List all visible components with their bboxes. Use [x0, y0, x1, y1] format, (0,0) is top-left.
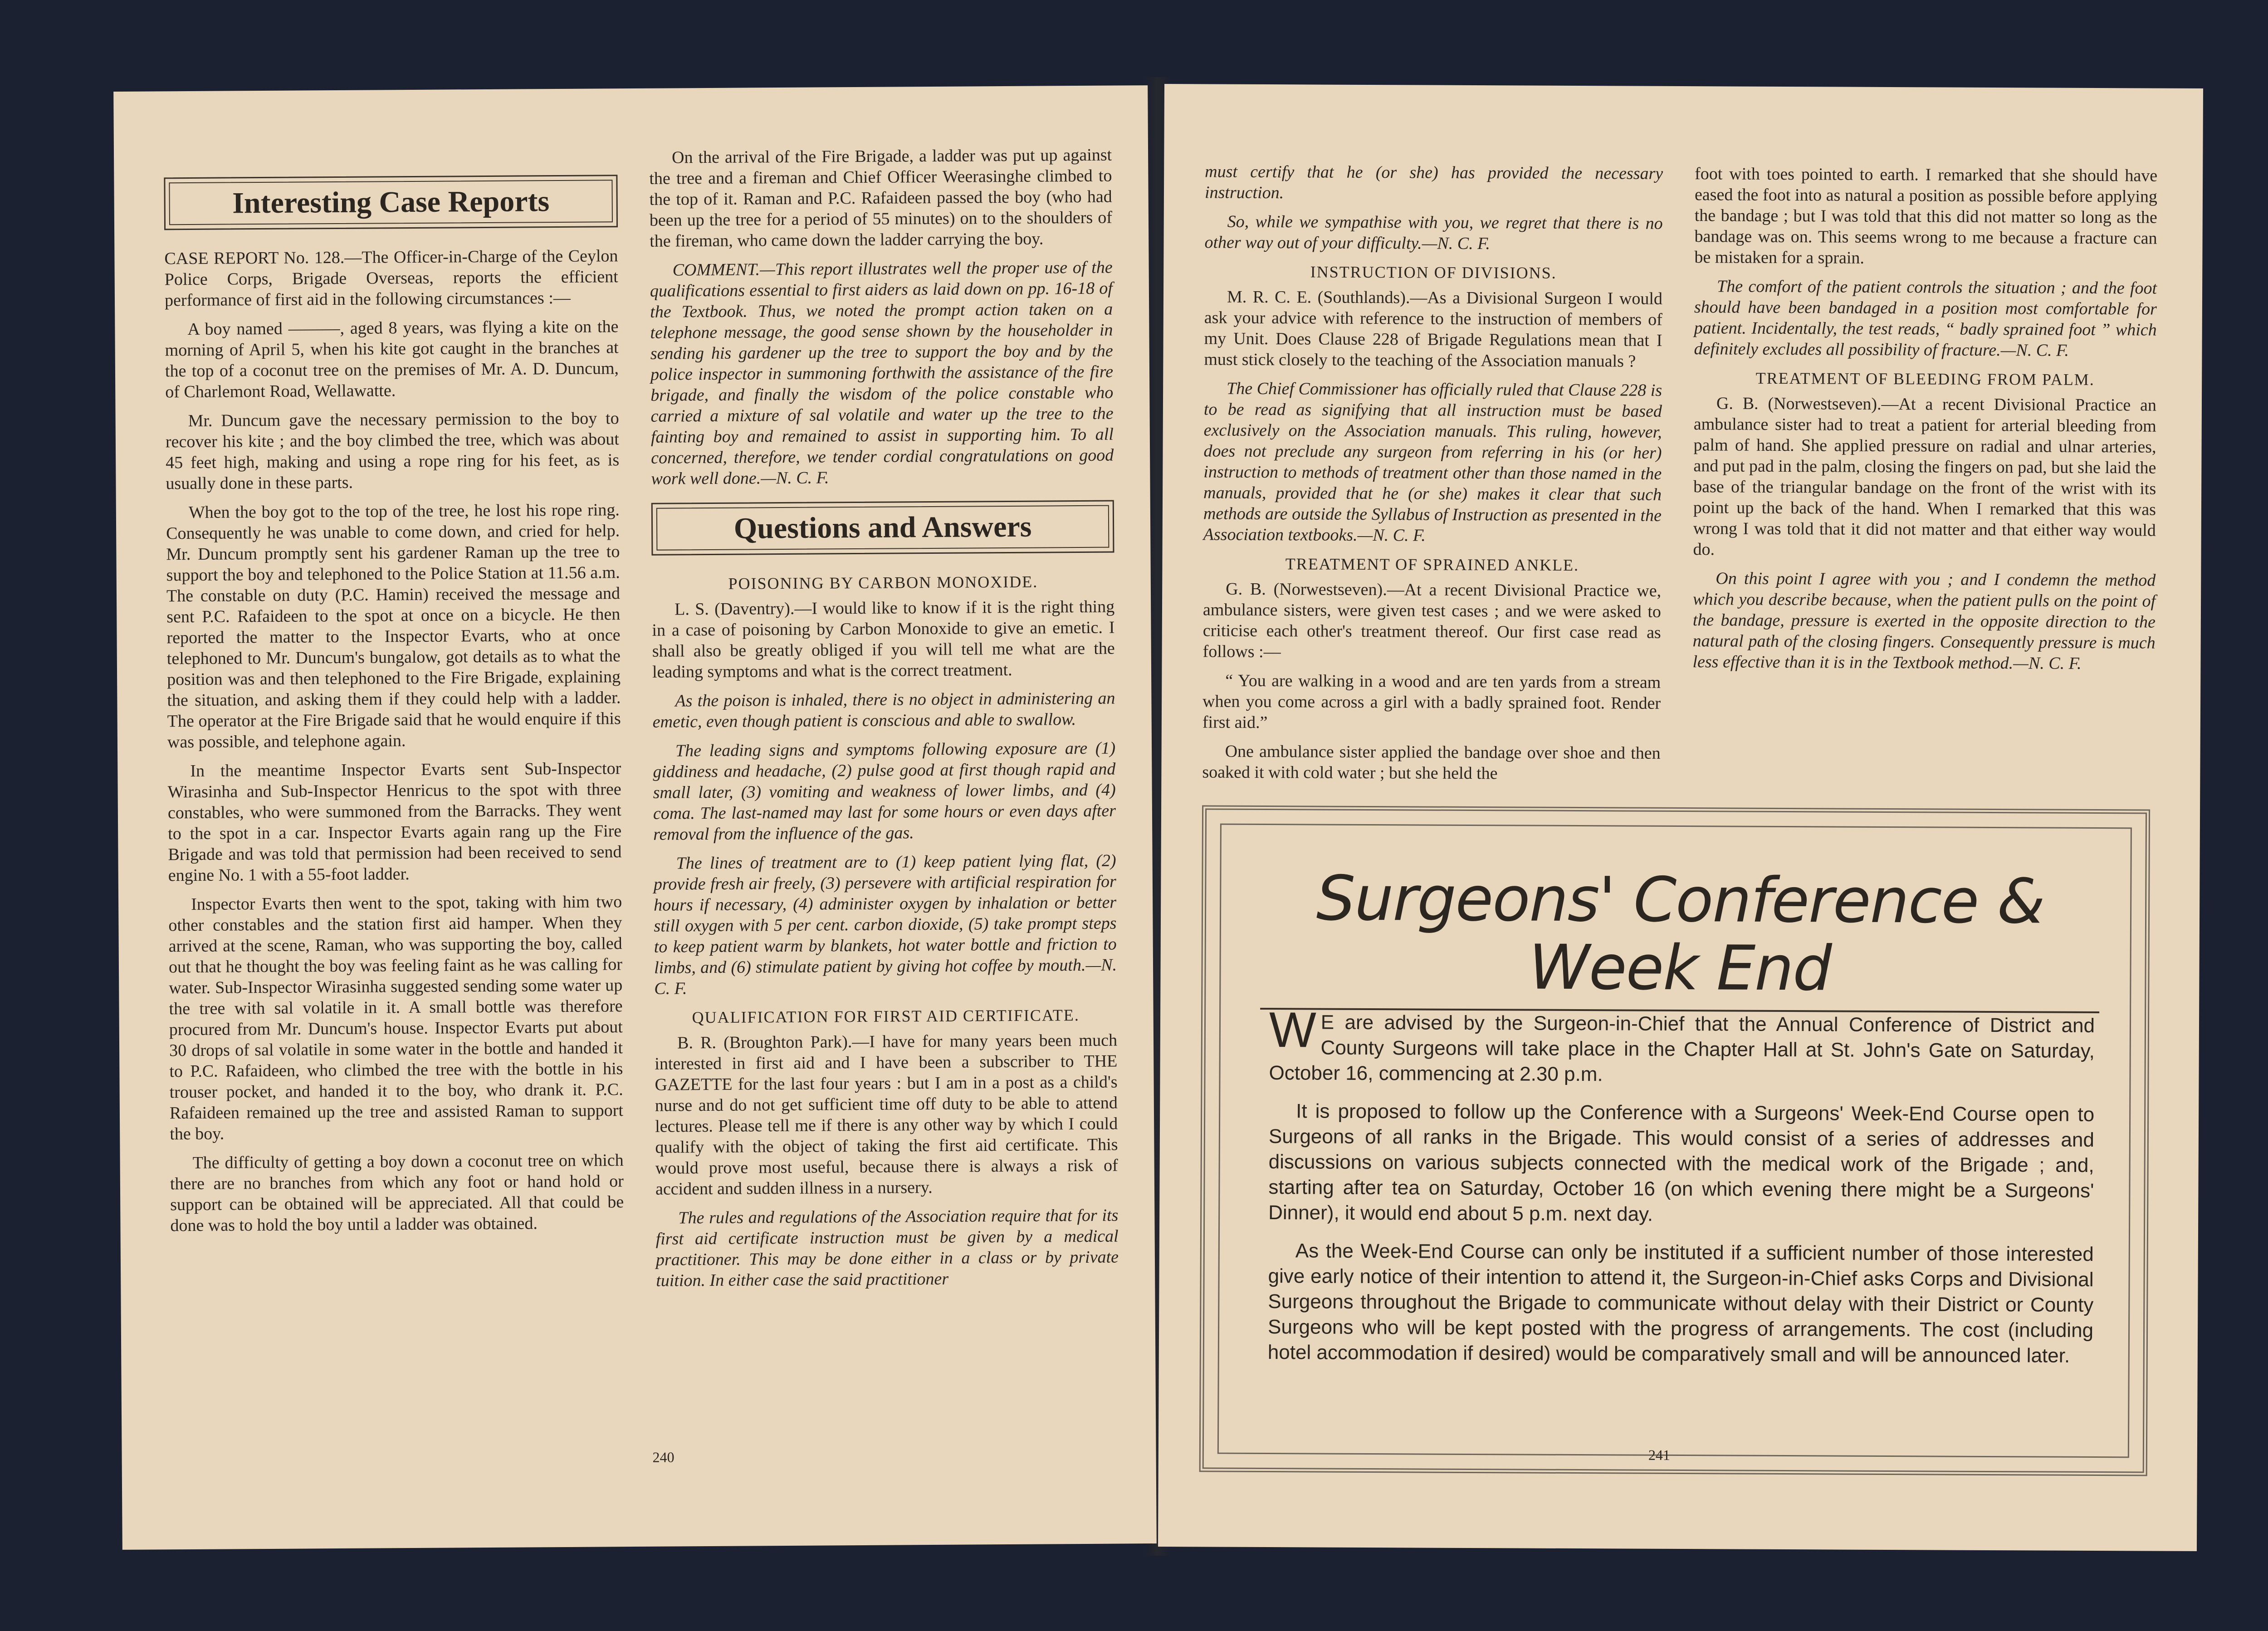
answer-paragraph: The lines of treatment are to (1) keep patient lying flat, (2) provide fresh air freely, (3) persevere with artificial respiration for hours if necessary, (4) administer oxygen by inhalation or better still oxygen with 5 per cent. carbon dioxide, (5) take prompt steps to keep patient warm by blankets, hot water bottle and friction to limbs, and (6) stimulate patient by giving hot coffee by mouth.—N. C. F. [653, 851, 1117, 998]
drop-cap: W [1269, 1002, 1317, 1058]
right-col-1 [1202, 161, 1663, 792]
subheading: TREATMENT OF BLEEDING FROM PALM. [1755, 369, 2095, 389]
question-paragraph: G. B. (Norwestseven).—At a recent Divisional Practice an ambulance sister had to treat a patient for arterial bleeding from palm of hand. She applied pressure on radial and ulnar arteries, and put pad in the palm, closing the fingers on pad, but she laid the base of the triangular bandage on the front of the wrist with its point up the back of the hand. When I remarked that this was wrong I was told that it did not matter and that either way would do. [1693, 394, 2157, 559]
answer-paragraph: The comfort of the patient controls the situation ; and the foot should have been bandaged in a position most comfortable for patient. Incidentally, the test reads, “ badly sprained foot ” which definitely excludes all possibility of fracture.—N. C. F. [1694, 277, 2157, 360]
left-col-2 [649, 145, 1119, 1299]
paragraph: Mr. Duncum gave the necessary permission to the boy to recover his kite ; and the boy climbed the tree, which was about 45 feet high, making and using a rope ring for his feet, as is usually done in these parts. [165, 409, 620, 493]
conference-title: Surgeons' Conference & Week End [1260, 864, 2100, 1013]
question-paragraph: L. S. (Daventry).—I would like to know if it is the right thing in a case of poisoning by Carbon Monoxide to give an emetic. I shall also be greatly obliged if you will tell me what are the leading symptoms and what is the correct treatment. [652, 597, 1115, 682]
question-paragraph: B. R. (Broughton Park).—I have for many years been much interested in first aid and I have been a subscriber to THE GAZETTE for the last four years : but I am in a post as a child's nurse and do not get sufficient time off duty to be able to attend lectures. Please tell me if there is any other way by which I could qualify with the object of taking the first aid certificate. This would prove most useful, because there is always a risk of accident and sudden illness in a nursery. [655, 1030, 1118, 1199]
answer-paragraph: As the poison is inhaled, there is no object in administering an emetic, even though patient is conscious and able to swallow. [652, 689, 1115, 732]
paragraph: Inspector Evarts then went to the spot, taking with him two other constables and the station first aid hamper. When they arrived at the scene, Raman, who was supporting the boy, called out that he thought the boy was feeling faint as he was calling for water. Sub-Inspector Wirasinha suggested sending some water up the tree with sal volatile in it. A small bottle was therefore procured from Mr. Duncum's house. Inspector Evarts put about 30 drops of sal volatile in some water in the bottle and handed it to P.C. Rafaideen, who climbed the tree with the bottle in his trouser pocket, and handed it to the boy, who drank it. P.C. Rafaideen remained up the tree and assisted Raman to support the boy. [168, 892, 624, 1144]
subheading: QUALIFICATION FOR FIRST AID CERTIFICATE. [692, 1006, 1080, 1027]
paragraph: When the boy got to the top of the tree, he lost his rope ring. Consequently he was unable to come down, and cried for help. Mr. Duncum promptly sent his gardener Raman up the tree to support the boy and telephoned to the Police Station at 11.56 a.m. The constable on duty (P.C. Hamin) received the message and sent P.C. Rafaideen to the spot at once on a bicycle. He then reported the matter to the Inspector Evarts, who at once telephoned to Mr. Duncum's bungalow, got details as to what the position was and then telephoned to the Fire Brigade, explaining the situation, and asking them if they could help with a ladder. The operator at the Fire Brigade said that he would enquire if this was possible, and telephone again. [166, 500, 621, 752]
conference-paragraph: It is proposed to follow up the Conference with a Surgeons' Week-End Course open to Surgeons of all ranks in the Brigade. This would consist of a series of addresses and discussions on various subjects connected with the medical work of the Brigade ; and, starting after tea on Saturday, October 16 (on which evening there might be a Surgeons' Dinner), it would end about 5 p.m. next day. [1268, 1100, 2095, 1226]
subheading: INSTRUCTION OF DIVISIONS. [1310, 263, 1557, 282]
paragraph: In the meantime Inspector Evarts sent Sub-Inspector Wirasinha and Sub-Inspector Henricus to the spot with three constables, who were summoned from the Barracks. They went to the spot in a car. Inspector Evarts again rang up the Fire Brigade and was told that permission had been received to send engine No. 1 with a 55-foot ladder. [167, 759, 622, 885]
conference-paragraph [1269, 1002, 2095, 1089]
section-title-box [651, 500, 1114, 556]
page-number: 241 [1648, 1446, 1670, 1463]
conference-notice-box [1199, 805, 2150, 1476]
answer-paragraph: The leading signs and symptoms following exposure are (1) giddiness and headache, (2) pulse good at first though rapid and small later, (3) vomiting and weakness of lower limbs, and (4) coma. The last-named may last for some hours or even days after removal from the influence of the gas. [653, 738, 1116, 844]
answer-paragraph: must certify that he (or she) has provided the necessary instruction. [1204, 162, 1663, 203]
conference-paragraph: As the Week-End Course can only be instituted if a sufficient number of those interested give early notice of their intention to attend it, the Surgeon-in-Chief asks Corps and Divisional Surgeons throughout the Brigade to communicate without delay with their District or County Surgeons who will be kept posted with the progress of arrangements. The cost (including hotel accommodation if desired) would be comparatively small and will be announced later. [1267, 1240, 2094, 1367]
paragraph: CASE REPORT No. 128.—The Officer-in-Charge of the Ceylon Police Corps, Brigade Overseas, reports the efficient performance of first aid in the following circumstances :— [164, 246, 618, 310]
question-paragraph: “ You are walking in a wood and are ten yards from a stream when you come across a girl with a badly sprained foot. Render first aid.” [1202, 671, 1661, 732]
answer-paragraph: So, while we sympathise with you, we regret that there is no other way out of your difficulty.—N. C. F. [1204, 212, 1663, 254]
question-paragraph: foot with toes pointed to earth. I remarked that she should have eased the foot into as natural a position as possible before applying the bandage ; but I was told that this did not matter so long as the bandage was on. This seems wrong to me because a fracture can be mistaken for a sprain. [1694, 164, 2158, 268]
conference-body [1267, 1002, 2095, 1382]
question-paragraph: G. B. (Norwestseven).—At a recent Divisional Practice we, ambulance sisters, were given test cases ; and we were asked to criticise each other's treatment thereof. Our first case read as follows :— [1202, 579, 1662, 662]
answer-paragraph: The Chief Commissioner has officially ruled that Clause 228 is to be read as signifying that all instruction must be based exclusively on the Association manuals. This ruling, however, does not preclude any surgeon from referring in his (or her) instruction to methods of treatment other than those named in the manuals, provided that he (or she) makes it clear that such methods are outside the Syllabus of Instruction as presented in the Association textbooks.—N. C. F. [1203, 379, 1662, 545]
left-col-1 [164, 175, 624, 1244]
conference-paragraph-text: E are advised by the Surgeon-in-Chief that the Annual Conference of District and County Surgeons will take place in the Chapter Hall at St. John's Gate on Saturday, October 16, commencing at 2.30 p.m. [1269, 1011, 2095, 1086]
answer-paragraph: The rules and regulations of the Association require that for its first aid certificate instruction must be given by a medical practitioner. This may be done either in a class or by private tuition. In either case the said practitioner [655, 1206, 1119, 1290]
right-page [1158, 84, 2203, 1551]
right-col-2 [1692, 163, 2157, 682]
subheading: TREATMENT OF SPRAINED ANKLE. [1285, 555, 1579, 575]
page-number: 240 [652, 1449, 675, 1465]
section-title: Interesting Case Reports [169, 180, 613, 225]
paragraph: The difficulty of getting a boy down a coconut tree on which there are no branches from which any foot or hand hold or support can be obtained will be appreciated. All that could be done was to hold the boy until a ladder was obtained. [170, 1151, 624, 1235]
answer-paragraph: On this point I agree with you ; and I condemn the method which you describe because, when the patient pulls on the point of the bandage, pressure is exerted in the opposite direction to the natural path of the closing fingers. Consequently pressure is much less effective than it is in the Textbook method.—N. C. F. [1692, 569, 2156, 673]
subheading: POISONING BY CARBON MONOXIDE. [728, 572, 1038, 593]
section-title: Questions and Answers [656, 505, 1110, 551]
paragraph: A boy named ———, aged 8 years, was flying a kite on the morning of April 5, when his kite got caught in the branches at the top of a coconut tree on the premises of Mr. A. D. Duncum, of Charlemont Road, Wellawatte. [165, 317, 619, 402]
question-paragraph: One ambulance sister applied the bandage over shoe and then soaked it with cold water ; but she held the [1202, 742, 1661, 783]
comment-paragraph: COMMENT.—This report illustrates well the proper use of the qualifications essential to first aiders as laid down on pp. 16-18 of the Textbook. Thus, we noted the prompt action taken on a telephone message, the good sense shown by the householder in sending his gardener up the tree to support the boy and by the police inspector in summoning forthwith the assistance of the fire brigade, and finally the wisdom of the police constable who carried a mixture of sal volatile and water up the tree to the fainting boy and remained to assist in supporting him. To all concerned, therefore, we tender cordial congratulations on good work well done.—N. C. F. [650, 258, 1114, 488]
paragraph: On the arrival of the Fire Brigade, a ladder was put up against the tree and a fireman and Chief Officer Weerasinghe climbed to the top of it. Raman and P.C. Rafaideen passed the boy (who had been up the tree for a period of 55 minutes) on to the shoulders of the fireman, who came down the ladder carrying the boy. [649, 145, 1113, 251]
section-title-box [164, 175, 618, 230]
question-paragraph: M. R. C. E. (Southlands).—As a Divisional Surgeon I would ask your advice with reference to the instruction of members of my Unit. Does Clause 228 of Brigade Regulations mean that I must stick closely to the teaching of the Association manuals ? [1204, 287, 1663, 371]
left-page [113, 85, 1157, 1550]
